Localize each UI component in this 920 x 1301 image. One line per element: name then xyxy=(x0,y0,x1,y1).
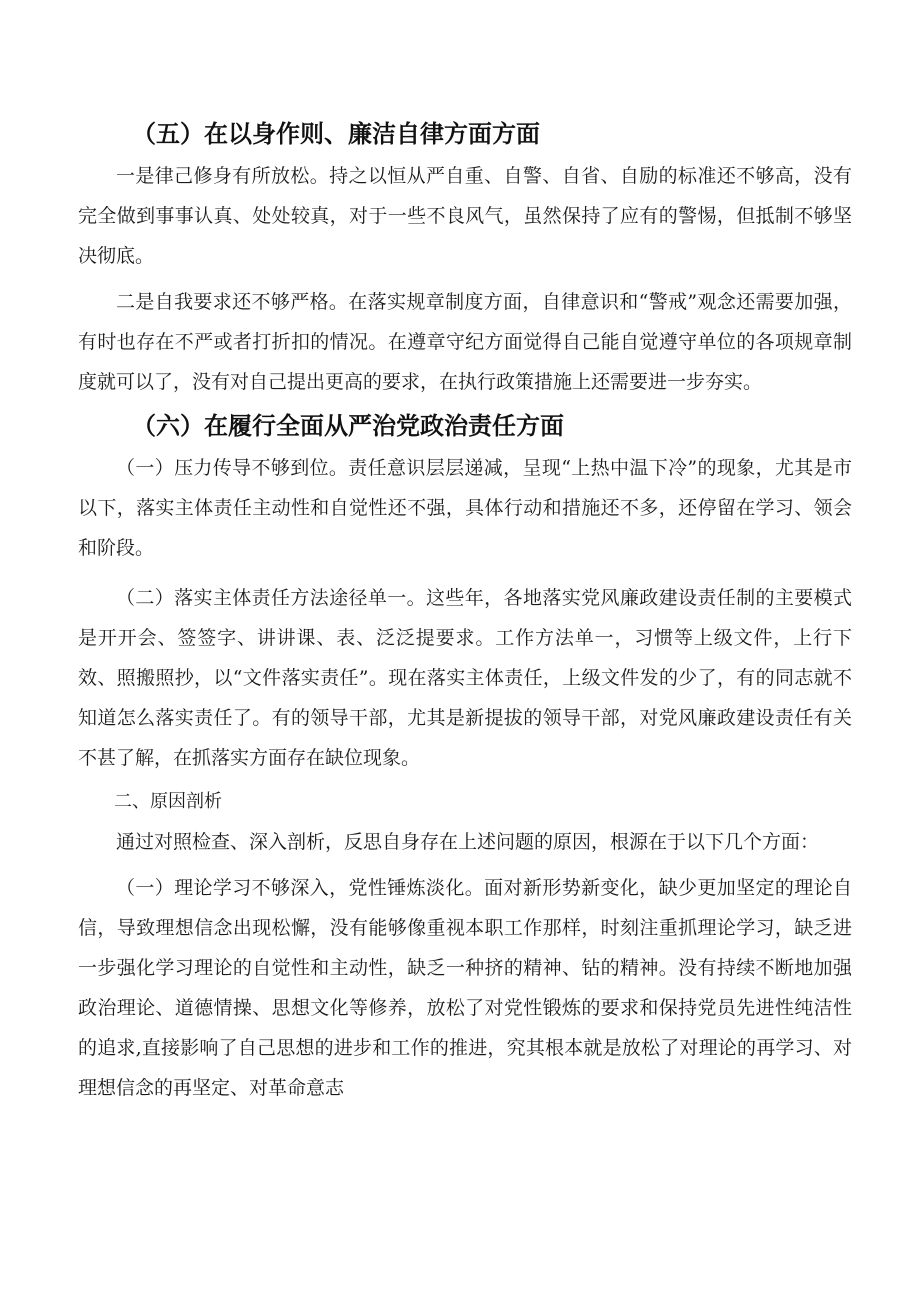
cause-analysis-intro: 通过对照检查、深入剖析，反思自身存在上述问题的原因，根源在于以下几个方面： xyxy=(116,831,820,853)
cause-analysis-title: 二、原因剖析 xyxy=(114,791,222,812)
section-six-heading: （六）在履行全面从严治党政治责任方面 xyxy=(132,412,564,440)
cause-analysis-paragraph-1: （一）理论学习不够深入，党性锤炼淡化。面对新形势新变化，缺少更加坚定的理论自信，导致理想信念出现松懈，没有能够像重视本职工作那样，时刻注重抓理论学习，缺乏进一步强化学习理论的自觉性和主动性，缺乏一种挤的精神、钻的精神。没有持续不断地加强政治理论、道德情操、思想文化等修养，放松了对党性锻炼的要求和保持党员先进性纯洁性的追求,直接影响了自己思想的进步和工作的推进，究其根本就是放松了对理论的再学习、对理想信念的再坚定、对革命意志 xyxy=(78,877,852,1099)
section-six-paragraph-2: （二）落实主体责任方法途径单一。这些年，各地落实党风廉政建设责任制的主要模式是开开会、签签字、讲讲课、表、泛泛提要求。工作方法单一，习惯等上级文件，上行下效、照搬照抄，以“文件落实责任”。现在落实主体责任，上级文件发的少了，有的同志就不知道怎么落实责任了。有的领导干部，尤其是新提拔的领导干部，对党风廉政建设责任有关不甚了解，在抓落实方面存在缺位现象。 xyxy=(78,587,852,769)
section-five-heading: （五）在以身作则、廉洁自律方面方面 xyxy=(132,120,540,148)
document-body xyxy=(78,112,852,1108)
section-five-paragraph-2: 二是自我要求还不够严格。在落实规章制度方面，自律意识和“警戒”观念还需要加强，有时也存在不严或者打折扣的情况。在遵章守纪方面觉得自己能自觉遵守单位的各项规章制度就可以了，没有对自己提出更高的要求，在执行政策措施上还需要进一步夯实。 xyxy=(78,291,852,393)
section-five-paragraph-1: 一是律己修身有所放松。持之以恒从严自重、自警、自省、自励的标准还不够高，没有完全做到事事认真、处处较真，对于一些不良风气，虽然保持了应有的警惕，但抵制不够坚决彻底。 xyxy=(78,165,852,267)
section-six-paragraph-1: （一）压力传导不够到位。责任意识层层递减，呈现“上热中温下冷”的现象，尤其是市以下，落实主体责任主动性和自觉性还不强，具体行动和措施还不多，还停留在学习、领会和阶段。 xyxy=(78,457,852,559)
